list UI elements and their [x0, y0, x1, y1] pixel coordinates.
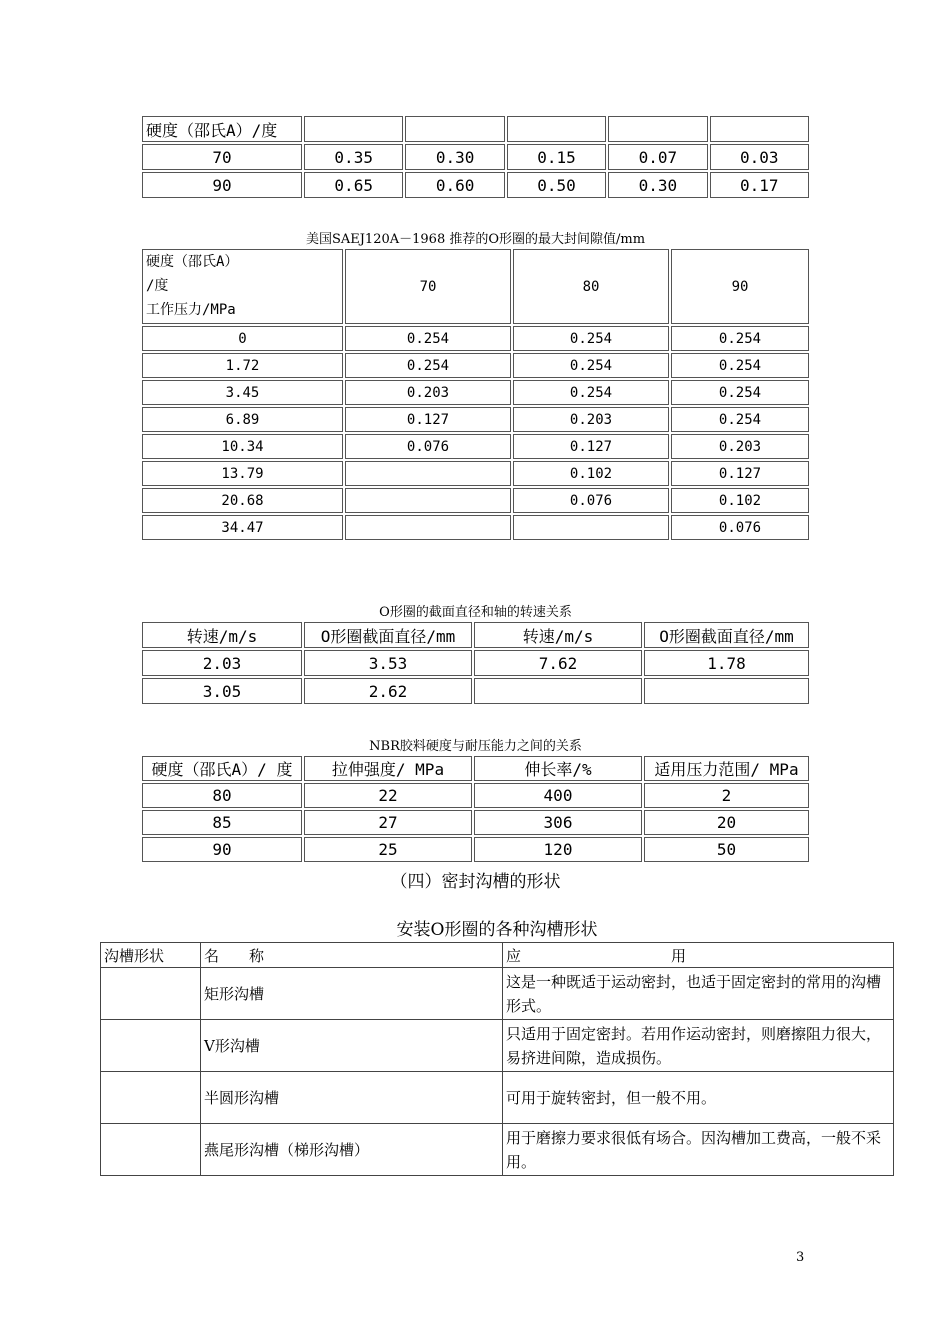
table-row: 90 25 120 50 — [142, 837, 809, 862]
table-row: 半圆形沟槽 可用于旋转密封，但一般不用。 — [101, 1072, 894, 1124]
table4-caption: NBR胶料硬度与耐压能力之间的关系 — [369, 739, 582, 754]
table-row: 矩形沟槽 这是一种既适于运动密封，也适于固定密封的常用的沟槽形式。 — [101, 968, 894, 1020]
table-row: 80 22 400 2 — [142, 783, 809, 808]
table2-header: 硬度（邵氏A） /度 工作压力/MPa — [142, 249, 343, 324]
table-row: 13.79 0.102 0.127 — [142, 461, 809, 486]
groove-shape-table: 沟槽形状 名 称 应 用 矩形沟槽 这是一种既适于运动密封，也适于固定密封的常用的沟槽形式。 V形沟槽 只适用于固定密封。若用作运动密封，则磨擦阻力很大，易挤进间隙，造成损伤。 半圆形沟槽 可用于旋转密封，但一般不用。 燕尾形沟槽（梯形沟槽） 用于磨擦力要求很低有场合。因沟槽加工费高，一般不采用。 — [100, 942, 894, 1176]
table-row: 10.34 0.076 0.127 0.203 — [142, 434, 809, 459]
table-row: 2.03 3.53 7.62 1.78 — [142, 650, 809, 676]
section-title: （四）密封沟槽的形状 — [390, 872, 561, 892]
max-gap-table: 硬度（邵氏A） /度 工作压力/MPa 70 80 90 0 0.254 0.254 0.254 1.72 0.254 0.254 0.254 3.45 0.203 0.254 0.254 6.89 0.127 0.203 0.254 10.34 0.076 0.127 0.203 13.79 0.102 0.127 20.68 0.076 0.102 34.47 0.076 — [140, 247, 811, 542]
table-row: 3.05 2.62 — [142, 678, 809, 704]
table1-header: 硬度（邵氏A）/度 — [142, 116, 302, 142]
table-row: 3.45 0.203 0.254 0.254 — [142, 380, 809, 405]
table-row: V形沟槽 只适用于固定密封。若用作运动密封，则磨擦阻力很大，易挤进间隙，造成损伤。 — [101, 1020, 894, 1072]
speed-diameter-table: 转速/m/s O形圈截面直径/mm 转速/m/s O形圈截面直径/mm 2.03 3.53 7.62 1.78 3.05 2.62 — [140, 620, 811, 706]
table-row: 85 27 306 20 — [142, 810, 809, 835]
table-row: 90 0.65 0.60 0.50 0.30 0.17 — [142, 172, 809, 198]
table-row: 34.47 0.076 — [142, 515, 809, 540]
table-row: 燕尾形沟槽（梯形沟槽） 用于磨擦力要求很低有场合。因沟槽加工费高，一般不采用。 — [101, 1124, 894, 1176]
table-row: 1.72 0.254 0.254 0.254 — [142, 353, 809, 378]
table5-caption: 安装O形圈的各种沟槽形状 — [396, 920, 598, 940]
hardness-gap-table — [140, 114, 811, 200]
table-row: 20.68 0.076 0.102 — [142, 488, 809, 513]
table2-caption: 美国SAEJ120A－1968 推荐的O形圈的最大封间隙值/mm — [305, 232, 646, 247]
nbr-hardness-table: 硬度（邵氏A）/ 度 拉伸强度/ MPa 伸长率/% 适用压力范围/ MPa 80 22 400 2 85 27 306 20 90 25 120 50 — [140, 754, 811, 864]
page-number: 3 — [796, 1250, 805, 1265]
table3-caption: O形圈的截面直径和轴的转速关系 — [379, 605, 572, 620]
table-row: 6.89 0.127 0.203 0.254 — [142, 407, 809, 432]
table-row: 0 0.254 0.254 0.254 — [142, 326, 809, 351]
table-row: 70 0.35 0.30 0.15 0.07 0.03 — [142, 144, 809, 170]
